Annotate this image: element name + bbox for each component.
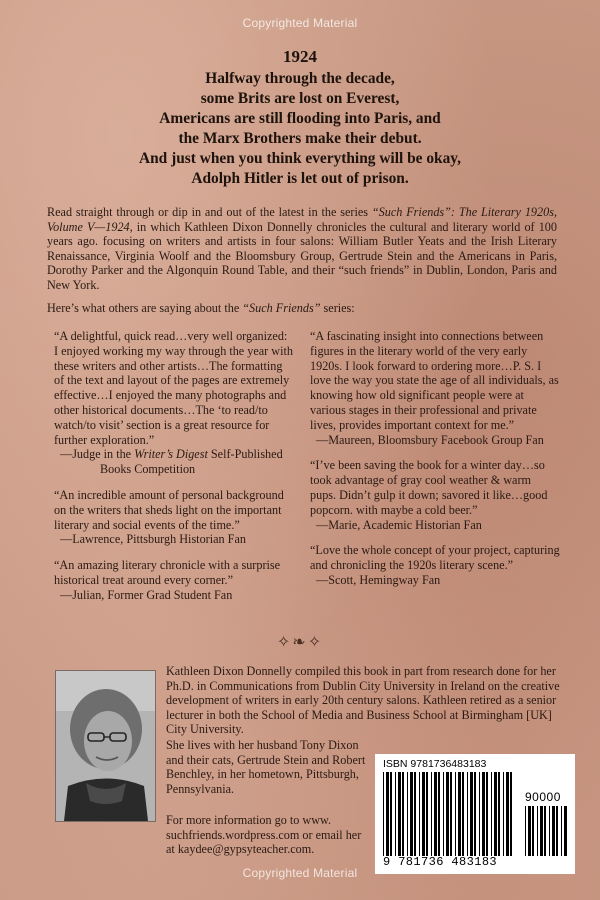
review-quote bbox=[54, 558, 294, 602]
ornament-divider: ✧❧✧ bbox=[276, 634, 324, 651]
author-portrait-image bbox=[56, 671, 155, 821]
barcode-bar bbox=[552, 806, 555, 856]
barcode-bar bbox=[556, 806, 558, 856]
quote-text: “A delightful, quick read…very well organized: I enjoyed working my way through the year with these writers and other artists…The formatting of the text and layout of the pages are extremely effective…I enjoyed the many photographs and other historical documents…The ‘to read/to watch/to visit’ section is a great resource for further exploration.” bbox=[54, 329, 293, 447]
author-contact: For more information go to www. suchfriends.wordpress.com or email her at kaydee@gypsyteacher.com. bbox=[166, 813, 362, 857]
watermark-bottom: Copyrighted Material bbox=[242, 866, 358, 880]
barcode-bar bbox=[402, 772, 404, 856]
barcode-bar bbox=[491, 772, 492, 856]
barcode-bar bbox=[537, 806, 538, 856]
barcode-bar bbox=[544, 806, 546, 856]
barcode-bar bbox=[525, 806, 526, 856]
review-quote bbox=[54, 329, 294, 477]
quote-text: “An incredible amount of personal background on the writers that sheds light on the important literary and social events of the time.” bbox=[54, 487, 284, 532]
barcode-bar bbox=[434, 772, 437, 856]
intro-text: Read straight through or dip in and out of the latest in the series bbox=[47, 205, 372, 219]
attrib-line2: Books Competition bbox=[100, 462, 196, 477]
attrib-publication: Writer’s Digest bbox=[134, 447, 208, 462]
quote-attribution: —Lawrence, Pittsburgh Historian Fan bbox=[60, 532, 246, 547]
quote-text: “I’ve been saving the book for a winter day…so took advantage of gray cool weather & warm pups. Didn’t gulp it down; savored it like…good popcorn. with maybe a cold beer.” bbox=[310, 458, 548, 517]
isbn-barcode bbox=[375, 754, 575, 874]
headline-year: 1924 bbox=[283, 47, 317, 66]
barcode-bar bbox=[426, 772, 428, 856]
headline-line: some Brits are lost on Everest, bbox=[200, 90, 400, 107]
barcode-bar bbox=[390, 772, 392, 856]
headline-line: Halfway through the decade, bbox=[205, 70, 395, 87]
review-quote bbox=[54, 488, 294, 547]
quote-attribution: —Scott, Hemingway Fan bbox=[316, 572, 441, 587]
reviews-lead bbox=[47, 301, 557, 316]
quote-text: “An amazing literary chronicle with a surprise historical treat around every corner.” bbox=[54, 558, 281, 587]
barcode-bar bbox=[479, 772, 480, 856]
review-quote bbox=[310, 543, 560, 587]
barcode-bar bbox=[438, 772, 440, 856]
author-photo bbox=[55, 670, 156, 822]
attrib-prefix: —Judge in the bbox=[60, 447, 135, 462]
quote-text: “Love the whole concept of your project, capturing and chronicling the 1920s literary scene.” bbox=[310, 543, 560, 573]
barcode-bars bbox=[383, 772, 517, 856]
quote-attribution: —Julian, Former Grad Student Fan bbox=[60, 587, 233, 602]
barcode-bar bbox=[410, 772, 413, 856]
isbn-label: ISBN 9781736483183 bbox=[383, 758, 487, 770]
barcode-digits: 9 781736 483183 bbox=[383, 855, 498, 869]
barcode-bar bbox=[561, 806, 562, 856]
headline-line: Adolph Hitler is let out of prison. bbox=[191, 170, 409, 187]
series-title: “Such Friends”: The Literary 1920s, Volume V—1924 bbox=[47, 205, 557, 234]
barcode-bar bbox=[482, 772, 485, 856]
barcode-bar bbox=[455, 772, 456, 856]
barcode-bar bbox=[532, 806, 534, 856]
quote-text: “A fascinating insight into connections between figures in the literary world of the very early 1920s. I look forward to ordering more…P. S. I love the way you state the age of all individuals, as knowing how old significant people were at various stages in their professional and private lives, provides important context for me.” bbox=[310, 329, 559, 432]
barcode-bar bbox=[462, 772, 464, 856]
barcode-bar bbox=[407, 772, 408, 856]
reviews-left-column bbox=[54, 329, 294, 614]
barcode-bar bbox=[467, 772, 468, 856]
intro-text-rest: , in which Kathleen Dixon Donnelly chronicles the cultural and literary world of 100 years ago. focusing on writers and artists in four salons: William Butler Yeats and the Irish Literary Renaissance, Virginia Woolf and the Bloomsbury Group, Gertrude Stein and the Americans in Paris, Dorothy Parker and the Algonquin Round Table, and their “such friends” in Dublin, London, Paris and New York. bbox=[47, 219, 557, 292]
quote-attribution: —Maureen, Bloomsbury Facebook Group Fan bbox=[316, 432, 544, 447]
barcode-bar bbox=[470, 772, 473, 856]
barcode-bar bbox=[494, 772, 497, 856]
barcode-bar bbox=[395, 772, 396, 856]
barcode-bar bbox=[510, 772, 512, 856]
headline bbox=[0, 45, 600, 189]
barcode-bar bbox=[414, 772, 416, 856]
barcode-bar bbox=[383, 772, 384, 856]
quote-attribution bbox=[54, 447, 294, 477]
barcode-bar bbox=[443, 772, 444, 856]
barcode-bar bbox=[450, 772, 452, 856]
reviews-right-column bbox=[310, 329, 560, 599]
price-code: 90000 bbox=[525, 790, 561, 804]
quote-attribution: —Marie, Academic Historian Fan bbox=[316, 517, 482, 532]
lead-suffix: series: bbox=[320, 301, 355, 315]
price-barcode-bars bbox=[525, 806, 569, 856]
headline-line: And just when you think everything will be okay, bbox=[139, 150, 461, 167]
lead-text: Here’s what others are saying about the bbox=[47, 301, 243, 315]
barcode-bar bbox=[528, 806, 531, 856]
barcode-bar bbox=[498, 772, 500, 856]
review-quote bbox=[310, 458, 560, 532]
barcode-bar bbox=[564, 806, 567, 856]
barcode-bar bbox=[422, 772, 425, 856]
barcode-bar bbox=[549, 806, 550, 856]
barcode-bar bbox=[486, 772, 488, 856]
barcode-bar bbox=[474, 772, 476, 856]
barcode-bar bbox=[506, 772, 509, 856]
author-bio: Kathleen Dixon Donnelly compiled this book in part from research done for her Ph.D. in Communications from Dublin City University in Ireland on the creative development of writers in early 20th century salons. Kathleen retired as a senior lecturer in both the School of Media and Business School at Birmingham [UK] City University. bbox=[166, 664, 560, 737]
barcode-bar bbox=[398, 772, 401, 856]
review-quote bbox=[310, 329, 560, 447]
headline-line: the Marx Brothers make their debut. bbox=[178, 130, 422, 147]
barcode-bar bbox=[540, 806, 543, 856]
headline-line: Americans are still flooding into Paris, and bbox=[159, 110, 441, 127]
lead-series: “Such Friends” bbox=[242, 301, 321, 315]
barcode-bar bbox=[503, 772, 504, 856]
barcode-bar bbox=[458, 772, 461, 856]
intro-paragraph bbox=[47, 205, 557, 293]
watermark-top: Copyrighted Material bbox=[242, 16, 358, 30]
attrib-suffix: Self-Published bbox=[207, 447, 283, 462]
barcode-bar bbox=[386, 772, 389, 856]
barcode-bar bbox=[431, 772, 432, 856]
author-bio-continued: She lives with her husband Tony Dixon and their cats, Gertrude Stein and Robert Benchley, in her hometown, Pittsburgh, Pennsylvania. bbox=[166, 738, 366, 796]
barcode-bar bbox=[419, 772, 420, 856]
barcode-bar bbox=[446, 772, 449, 856]
